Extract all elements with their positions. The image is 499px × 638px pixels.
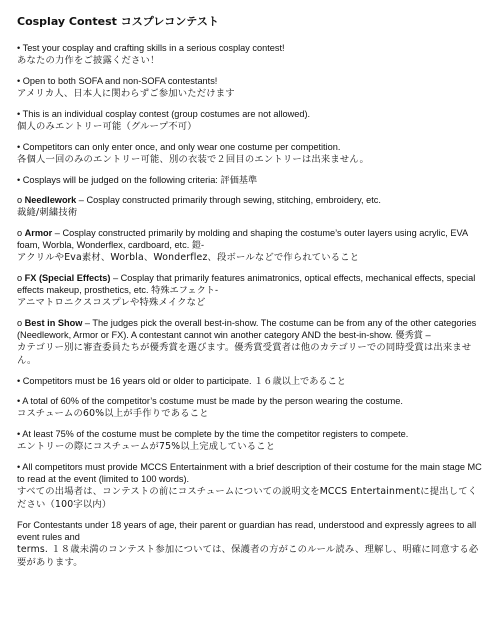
category-text: – Cosplay constructed primarily through sewing, stitching, embroidery, etc.	[76, 195, 381, 205]
category-name: FX (Special Effects)	[24, 273, 111, 283]
category-name: Armor	[24, 228, 53, 238]
category-description-jp: アニマトロニクスコスプレや特殊メイクなど	[17, 297, 206, 308]
category-description-en	[17, 227, 483, 251]
rule-text-en: • Test your cosplay and crafting skills in a serious cosplay contest!	[17, 43, 285, 53]
category-description-jp: カテゴリー別に審査委員たちが優秀賞を選びます。優秀賞受賞者は他のカテゴリーでの同時受賞は出来ません。	[17, 342, 472, 366]
category-needlework	[17, 194, 483, 219]
rule-text-jp: エントリーの際にコスチュームが75%以上完成していること	[17, 441, 276, 452]
rule-text-jp: 個人のみエントリー可能（グループ不可）	[17, 121, 197, 132]
category-text: – Cosplay constructed primarily by molding and shaping the costume’s outer layers using acrylic, EVA foam, Worbla, Wonderflex, cardboard, etc. 鎧-	[17, 228, 468, 250]
rule-text-en: • Cosplays will be judged on the following criteria: 評価基準	[17, 175, 258, 185]
rule-text-en: • This is an individual cosplay contest (group costumes are not allowed).	[17, 109, 311, 119]
category-description-en	[17, 317, 483, 341]
rule-text-en: • At least 75% of the costume must be complete by the time the competitor registers to compete.	[17, 429, 409, 439]
rule-completion-percent	[17, 428, 483, 453]
category-bullet: o	[17, 318, 25, 328]
rule-open-to-all	[17, 75, 483, 100]
rule-text-jp: すべての出場者は、コンテストの前にコスチュームについての説明文をMCCS Entertainmentに提出してください（100字以内）	[17, 486, 478, 510]
rule-age-requirement	[17, 375, 483, 387]
category-description-en	[17, 194, 483, 206]
rule-guardian-consent	[17, 519, 483, 569]
category-name: Best in Show	[24, 318, 83, 328]
rule-text-en: • Competitors can only enter once, and only wear one costume per competition.	[17, 142, 341, 152]
category-text: – Cosplay that primarily features animatronics, optical effects, mechanical effects, special effects makeup, prosthetics, etc. 特殊エフェクト-	[17, 273, 476, 295]
rule-individual-only	[17, 108, 483, 133]
category-name: Needlework	[24, 195, 77, 205]
rule-judging-criteria	[17, 174, 483, 186]
rule-text-jp: あなたの力作をご披露ください！	[17, 55, 160, 66]
rule-handmade-percent	[17, 395, 483, 420]
category-fx	[17, 272, 483, 309]
category-best-in-show	[17, 317, 483, 367]
rule-test-skills	[17, 42, 483, 67]
rule-text-en: • All competitors must provide MCCS Entertainment with a brief description of their costume for the main stage MC to read at the event (limited to 100 words).	[17, 462, 482, 484]
rule-text-en: • A total of 60% of the competitor’s costume must be made by the person wearing the costume.	[17, 396, 403, 406]
rule-text-jp: コスチュームの60%以上が手作りであること	[17, 408, 209, 419]
category-text: – The judges pick the overall best-in-show. The costume can be from any of the other categories (Needlework, Armor or FX). A contestant cannot win another category AND the best-in-show. 優秀賞 –	[17, 318, 477, 340]
document-title: Cosplay Contest コスプレコンテスト	[17, 15, 219, 28]
category-description-jp: アクリルやEva素材、Worbla、Wonderflez、段ボールなどで作られていること	[17, 252, 360, 263]
rule-text-jp: アメリカ人、日本人に関わらずご参加いただけます	[17, 88, 235, 99]
rule-text-en: • Open to both SOFA and non-SOFA contestants!	[17, 76, 218, 86]
category-description-en	[17, 272, 483, 296]
rule-enter-once	[17, 141, 483, 166]
rule-text-jp: terms. １８歳未満のコンテスト参加については、保護者の方がこのルール読み、理解し、明確に同意する必要があります。	[17, 544, 479, 568]
rule-text-en: For Contestants under 18 years of age, their parent or guardian has read, understood and expressly agrees to all event rules and	[17, 520, 477, 542]
rule-text-jp: 各個人一回のみのエントリー可能、別の衣装で２回目のエントリーは出来ません。	[17, 154, 369, 165]
rule-text-en: • Competitors must be 16 years old or older to participate. １６歳以上であること	[17, 376, 346, 386]
category-description-jp: 裁縫/刺繍技術	[17, 207, 78, 218]
category-bullet: o	[17, 195, 25, 205]
rule-costume-description	[17, 461, 483, 511]
category-armor	[17, 227, 483, 264]
category-bullet: o	[17, 273, 25, 283]
category-bullet: o	[17, 228, 25, 238]
